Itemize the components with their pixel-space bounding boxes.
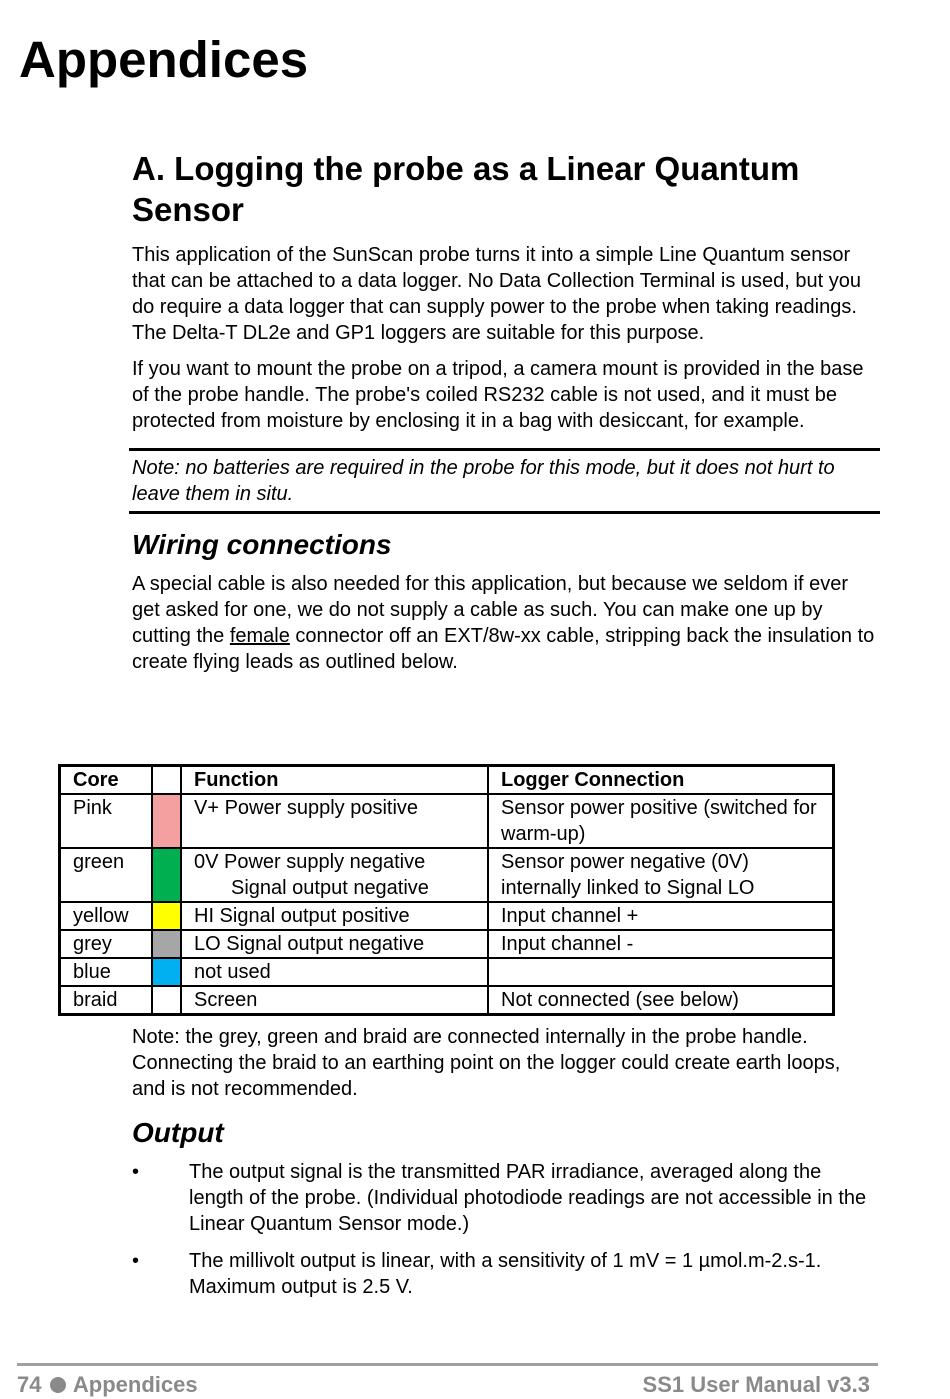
function-cell <box>181 848 488 902</box>
bullet-text: The millivolt output is linear, with a sensitivity of 1 mV = 1 µmol.m-2.s-1. Maximum output is 2.5 V. <box>189 1250 822 1298</box>
note-box: Note: no batteries are required in the probe for this mode, but it does not hurt to leave them in situ. <box>129 448 880 514</box>
function-line: 0V Power supply negative <box>194 851 426 873</box>
logger-cell: Input channel + <box>488 902 834 930</box>
bullet-icon: • <box>132 1250 140 1272</box>
function-cell: HI Signal output positive <box>181 902 488 930</box>
table-header-row <box>60 766 834 795</box>
footer-left <box>17 1372 198 1398</box>
page-number: 74 <box>17 1372 42 1397</box>
list-item <box>132 1248 878 1300</box>
page-footer <box>17 1363 878 1397</box>
after-table-content <box>132 1024 878 1311</box>
bullet-dot-icon <box>50 1377 66 1393</box>
section-title: A. Logging the probe as a Linear Quantum Sensor <box>132 150 800 228</box>
color-swatch <box>152 930 181 958</box>
function-line-2: Signal output negative <box>231 877 429 899</box>
bullet-text: The output signal is the transmitted PAR irradiance, averaged along the length of the probe. (Individual photodiode readings are not accessible in the Linear Quantum Sensor mode.) <box>189 1161 867 1235</box>
logger-cell: Sensor power negative (0V) internally linked to Signal LO <box>488 848 834 902</box>
wiring-paragraph-underlined: female <box>229 625 290 647</box>
color-swatch <box>152 794 181 848</box>
function-cell: V+ Power supply positive <box>181 794 488 848</box>
core-cell: green <box>60 848 153 902</box>
footer-manual-title: SS1 User Manual v3.3 <box>642 1372 870 1397</box>
logger-cell: Sensor power positive (switched for warm-up) <box>488 794 834 848</box>
table-row <box>60 930 834 958</box>
core-cell: blue <box>60 958 153 986</box>
function-cell: not used <box>181 958 488 986</box>
header-logger: Logger Connection <box>488 766 834 795</box>
main-content <box>132 148 878 685</box>
bullet-icon: • <box>132 1161 140 1183</box>
table-row <box>60 902 834 930</box>
intro-paragraph-2: If you want to mount the probe on a tripod, a camera mount is provided in the base of the probe handle. The probe's coiled RS232 cable is not used, and it must be protected from moisture by enclosing it in a bag with desiccant, for example. <box>132 358 864 432</box>
core-cell: Pink <box>60 794 153 848</box>
wiring-paragraph-text-end: connector off an EXT/8w-xx cable, stripping back the insulation to create flying leads as outlined below. <box>132 625 875 673</box>
output-bullets <box>132 1159 878 1300</box>
header-function: Function <box>181 766 488 795</box>
wiring-paragraph <box>132 571 878 675</box>
wiring-table <box>58 764 835 1016</box>
logger-cell: Input channel - <box>488 930 834 958</box>
list-item <box>132 1159 878 1237</box>
header-core: Core <box>60 766 153 795</box>
output-title: Output <box>132 1117 224 1148</box>
table-row <box>60 986 834 1015</box>
color-swatch <box>152 986 181 1015</box>
table-note: Note: the grey, green and braid are connected internally in the probe handle. Connecting the braid to an earthing point on the logger could create earth loops, and is not recommended. <box>132 1026 841 1100</box>
footer-section: Appendices <box>72 1372 198 1397</box>
function-cell: Screen <box>181 986 488 1015</box>
page-title: Appendices <box>19 31 309 88</box>
header-color <box>152 766 181 795</box>
intro-paragraph-1: This application of the SunScan probe turns it into a simple Line Quantum sensor that can be attached to a data logger. No Data Collection Terminal is used, but you do require a data logger that can supply power to the probe when taking readings. The Delta-T DL2e and GP1 loggers are suitable for this purpose. <box>132 244 861 344</box>
color-swatch <box>152 958 181 986</box>
color-swatch <box>152 902 181 930</box>
color-swatch <box>152 848 181 902</box>
logger-cell: Not connected (see below) <box>488 986 834 1015</box>
core-cell: yellow <box>60 902 153 930</box>
wiring-paragraph-text: A special cable is also needed for this application, but because we seldom if ever get asked for one, we do not supply a cable as such. You can make one up by cutting the <box>132 573 848 647</box>
core-cell: braid <box>60 986 153 1015</box>
function-cell: LO Signal output negative <box>181 930 488 958</box>
wiring-title: Wiring connections <box>132 529 392 560</box>
core-cell: grey <box>60 930 153 958</box>
table-row <box>60 848 834 902</box>
logger-cell <box>488 958 834 986</box>
table-row <box>60 958 834 986</box>
table-row <box>60 794 834 848</box>
